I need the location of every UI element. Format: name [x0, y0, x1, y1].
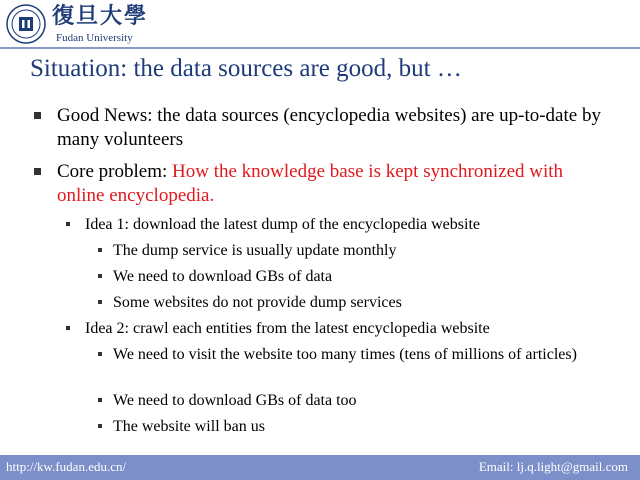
dot-bullet-icon: [98, 274, 102, 278]
university-seal-icon: [6, 4, 46, 44]
idea-1-point: [98, 240, 578, 261]
slide-footer: [0, 455, 640, 480]
idea-1-text: Idea 1: download the latest dump of the encyclopedia website: [85, 216, 480, 233]
slide-header: [0, 0, 640, 50]
dot-bullet-icon: [98, 248, 102, 252]
square-bullet-icon: [34, 168, 41, 175]
idea-2-point-text: We need to download GBs of data too: [113, 392, 357, 409]
dot-bullet-icon: [98, 352, 102, 356]
dot-bullet-icon: [98, 398, 102, 402]
core-problem-text: [57, 160, 604, 208]
dot-bullet-icon: [98, 424, 102, 428]
core-problem-highlight: How the knowledge base is kept synchronized with online encyclopedia.: [57, 161, 564, 206]
bullet-idea-1: [66, 214, 606, 235]
idea-1-point: [98, 266, 578, 287]
slide-title: Situation: the data sources are good, but …: [30, 55, 462, 82]
idea-1-point-text: The dump service is usually update monthly: [113, 242, 397, 259]
idea-1-point: [98, 292, 578, 313]
idea-2-point: [98, 344, 578, 365]
idea-2-point: [98, 416, 578, 437]
footer-email[interactable]: Email: lj.q.light@gmail.com: [478, 459, 628, 474]
bullet-good-news: [34, 104, 604, 152]
footer-url-link[interactable]: http://kw.fudan.edu.cn/: [6, 459, 127, 474]
idea-2-text: Idea 2: crawl each entities from the latest encyclopedia website: [85, 320, 490, 337]
square-bullet-icon: [34, 112, 41, 119]
good-news-text: Good News: the data sources (encyclopedia websites) are up-to-date by many volunteers: [57, 105, 601, 150]
idea-2-point-text: We need to visit the website too many times (tens of millions of articles): [113, 346, 577, 363]
header-divider: [0, 47, 640, 49]
idea-1-point-text: Some websites do not provide dump services: [113, 294, 402, 311]
logo-english-name: Fudan University: [56, 32, 133, 44]
dot-bullet-icon: [66, 326, 70, 330]
bullet-core-problem: [34, 160, 604, 208]
idea-2-point-text: The website will ban us: [113, 418, 265, 435]
dot-bullet-icon: [66, 222, 70, 226]
core-problem-label: Core problem:: [57, 161, 173, 182]
bullet-idea-2: [66, 318, 606, 339]
idea-2-point: [98, 390, 578, 411]
idea-1-point-text: We need to download GBs of data: [113, 268, 333, 285]
dot-bullet-icon: [98, 300, 102, 304]
logo-chinese-name: 復旦大學: [52, 3, 149, 29]
